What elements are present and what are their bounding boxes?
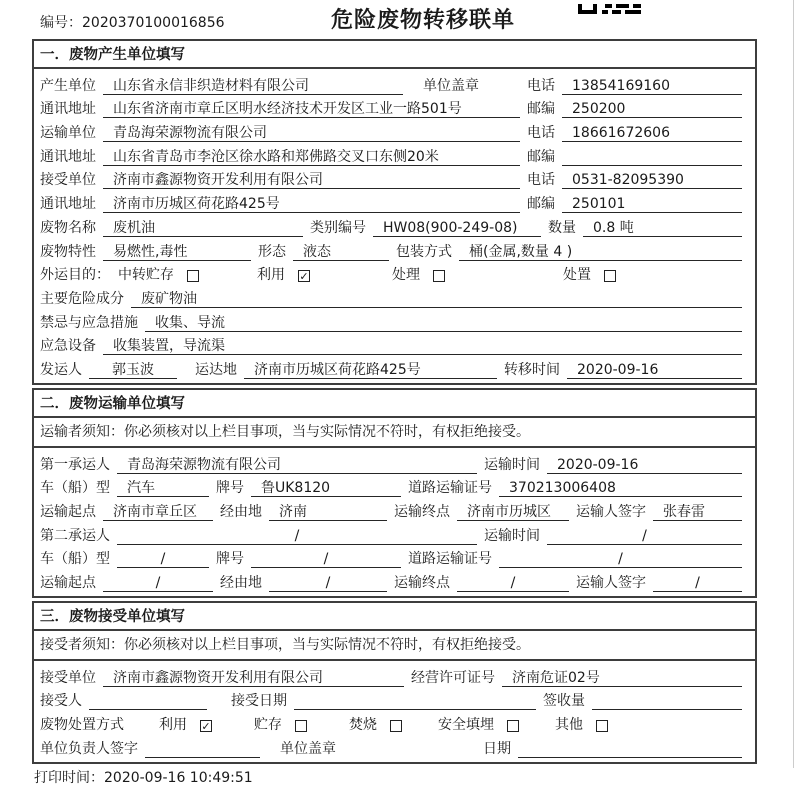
checkbox-incineration-icon xyxy=(390,720,402,732)
static-text: 焚烧 xyxy=(349,717,377,734)
field-label: 废物处置方式 xyxy=(40,717,124,734)
field-label: 通讯地址 xyxy=(40,196,96,213)
form-row xyxy=(39,95,748,119)
field-label: 邮编 xyxy=(527,148,555,165)
field-label: 电话 xyxy=(527,172,555,189)
form-row xyxy=(39,734,748,758)
field-label: 类别编号 xyxy=(310,219,366,236)
field-label: 电话 xyxy=(527,77,555,94)
field-value: 桶(金属,数量 4 ) xyxy=(459,244,742,261)
field-value: 收集装置，导流渠 xyxy=(103,338,742,355)
field-value: 济南危证02号 xyxy=(502,670,742,687)
field-label: 通讯地址 xyxy=(40,148,96,165)
static-text: 中转贮存 xyxy=(118,267,174,284)
field-value: 废矿物油 xyxy=(131,291,742,308)
field-value: 液态 xyxy=(293,244,389,261)
field-value: 13854169160 xyxy=(562,78,742,95)
section-body xyxy=(34,661,755,762)
checkbox-treatment-icon xyxy=(433,270,445,282)
static-text: 处置 xyxy=(563,267,591,284)
field-label: 形态 xyxy=(258,243,286,260)
field-label: 运输起点 xyxy=(40,575,96,592)
form-row xyxy=(39,568,748,592)
form-row xyxy=(39,166,748,190)
field-label: 经营许可证号 xyxy=(411,669,495,686)
field-value: HW08(900-249-08) xyxy=(373,220,541,237)
section-transporter xyxy=(32,388,757,598)
field-value: / xyxy=(547,528,742,545)
section-title: 三．废物接受单位填写 xyxy=(34,603,755,631)
field-value: 济南市历城区荷花路425号 xyxy=(244,362,497,379)
field-label: 运输单位 xyxy=(40,125,96,142)
serial-number: 2020370100016856 xyxy=(82,15,225,31)
field-label: 接受单位 xyxy=(40,172,96,189)
field-label: 应急设备 xyxy=(40,338,96,355)
field-label: 产生单位 xyxy=(40,77,96,94)
qr-code-fragment-icon xyxy=(578,0,648,11)
static-text: 利用 xyxy=(159,717,187,734)
field-label: 废物特性 xyxy=(40,243,96,260)
field-label: 禁忌与应急措施 xyxy=(40,314,138,331)
field-value: 济南 xyxy=(269,504,387,521)
field-label: 运输时间 xyxy=(484,527,540,544)
checkbox-transfer-storage-icon xyxy=(187,270,199,282)
field-value: 0.8 吨 xyxy=(583,220,742,237)
static-text: 单位盖章 xyxy=(423,77,479,94)
form-row xyxy=(39,237,748,261)
field-label: 道路运输证号 xyxy=(408,480,492,497)
checkbox-storage-icon xyxy=(295,720,307,732)
form-row xyxy=(39,474,748,498)
form-row xyxy=(39,710,748,734)
field-value: 济南市鑫源物资开发利用有限公司 xyxy=(103,172,520,189)
field-value: 济南市历城区荷花路425号 xyxy=(103,196,520,213)
form-row xyxy=(39,663,748,687)
field-value: 鲁UK8120 xyxy=(251,480,401,497)
field-label: 邮编 xyxy=(527,101,555,118)
field-label: 转移时间 xyxy=(504,361,560,378)
field-label: 经由地 xyxy=(220,504,262,520)
field-value: 青岛海荣源物流有限公司 xyxy=(103,125,520,142)
field-label: 包装方式 xyxy=(396,243,452,260)
form-row xyxy=(39,308,748,332)
form-row xyxy=(39,118,748,142)
form-row xyxy=(39,261,748,285)
field-label: 运输起点 xyxy=(40,504,96,520)
field-value: 2020-09-16 xyxy=(567,362,742,379)
serial xyxy=(40,12,225,32)
field-value: / xyxy=(103,575,213,592)
checkbox-disposal-icon xyxy=(604,270,616,282)
section-title: 一．废物产生单位填写 xyxy=(34,41,755,69)
form-row xyxy=(39,545,748,569)
field-label: 运输终点 xyxy=(394,504,450,520)
field-value: 370213006408 xyxy=(499,480,742,497)
field-value: / xyxy=(457,575,569,592)
field-value: 张春雷 xyxy=(653,504,742,521)
section-receiver xyxy=(32,601,757,764)
form-row xyxy=(39,142,748,166)
field-label: 发运人 xyxy=(40,361,82,378)
field-value: 山东省青岛市李沧区徐水路和郑佛路交叉口东侧20米 xyxy=(103,149,520,166)
form-row xyxy=(39,687,748,711)
field-label: 牌号 xyxy=(216,480,244,497)
field-value: 郭玉波 xyxy=(89,362,177,379)
field-value: 青岛海荣源物流有限公司 xyxy=(117,457,477,474)
field-value: 济南市章丘区 xyxy=(103,504,213,521)
field-value: 济南市历城区 xyxy=(457,504,569,521)
checkbox-utilize-icon: ✓ xyxy=(201,720,211,734)
form-row xyxy=(39,189,748,213)
checkbox-other-icon xyxy=(596,720,608,732)
field-label: 牌号 xyxy=(216,551,244,568)
field-value xyxy=(145,741,260,758)
field-value: / xyxy=(653,575,742,592)
field-value: 250101 xyxy=(562,196,742,213)
document-header xyxy=(0,0,796,39)
field-value xyxy=(294,693,536,710)
section-notice: 运输者须知：你必须核对以上栏目事项，当与实际情况不符时，有权拒绝接受。 xyxy=(34,418,755,448)
form-title: 危险废物转移联单 xyxy=(331,8,516,33)
field-label: 道路运输证号 xyxy=(408,551,492,568)
section-body xyxy=(34,448,755,596)
field-value: 山东省永信非织造材料有限公司 xyxy=(103,78,403,95)
field-label: 运达地 xyxy=(195,361,237,378)
field-value: 废机油 xyxy=(103,220,303,237)
field-label: 废物名称 xyxy=(40,219,96,236)
form-row xyxy=(39,284,748,308)
form-row xyxy=(39,497,748,521)
print-time-value: 2020-09-16 10:49:51 xyxy=(104,769,253,786)
field-value: 济南市鑫源物资开发利用有限公司 xyxy=(103,670,404,687)
field-value: / xyxy=(117,528,477,545)
section-body xyxy=(34,69,755,383)
field-value: 山东省济南市章丘区明水经济技术开发区工业一路501号 xyxy=(103,101,520,118)
field-label: 第二承运人 xyxy=(40,527,110,544)
field-value: / xyxy=(499,551,742,568)
field-label: 主要危险成分 xyxy=(40,290,124,307)
field-label: 数量 xyxy=(548,219,576,236)
section-notice: 接受者须知：你必须核对以上栏目事项，当与实际情况不符时，有权拒绝接受。 xyxy=(34,631,755,661)
field-label: 电话 xyxy=(527,125,555,142)
static-text: 其他 xyxy=(555,717,583,734)
print-time-label: 打印时间： xyxy=(34,769,104,786)
field-label: 经由地 xyxy=(220,575,262,592)
field-value: 易燃性,毒性 xyxy=(103,244,251,261)
field-value: / xyxy=(251,551,401,568)
field-value: 收集、导流 xyxy=(145,315,742,332)
static-text: 利用 xyxy=(257,267,285,284)
field-value: 2020-09-16 xyxy=(547,457,742,474)
field-value: / xyxy=(117,551,209,568)
field-label: 运输人签字 xyxy=(576,504,646,520)
field-value: 250200 xyxy=(562,101,742,118)
form-row xyxy=(39,213,748,237)
static-text: 安全填埋 xyxy=(438,717,494,734)
field-label: 邮编 xyxy=(527,196,555,213)
field-value: 18661672606 xyxy=(562,125,742,142)
checkbox-utilize-icon: ✓ xyxy=(299,270,309,284)
field-value: 0531-82095390 xyxy=(562,172,742,189)
section-title: 二．废物运输单位填写 xyxy=(34,390,755,418)
section-producer xyxy=(32,39,757,385)
field-label: 运输时间 xyxy=(484,456,540,473)
form-row xyxy=(39,71,748,95)
field-label: 接受单位 xyxy=(40,669,96,686)
field-value xyxy=(89,693,207,710)
field-label: 签收量 xyxy=(543,693,585,710)
field-label: 日期 xyxy=(483,740,511,757)
form-row xyxy=(39,355,748,379)
static-text: 贮存 xyxy=(254,717,282,734)
field-label: 车（船）型 xyxy=(40,480,110,497)
checkbox-secure-landfill-icon xyxy=(507,720,519,732)
field-label: 运输终点 xyxy=(394,575,450,592)
static-text: 处理 xyxy=(392,267,420,284)
field-label: 车（船）型 xyxy=(40,551,110,568)
serial-label: 编号： xyxy=(40,15,82,31)
field-label: 单位盖章 xyxy=(280,740,336,757)
field-value: 汽车 xyxy=(117,480,209,497)
field-label: 单位负责人签字 xyxy=(40,740,138,757)
field-label: 通讯地址 xyxy=(40,101,96,118)
field-label: 外运目的： xyxy=(40,267,110,284)
field-value: / xyxy=(269,575,387,592)
field-label: 接受人 xyxy=(40,693,82,710)
field-value xyxy=(592,693,742,710)
field-label: 接受日期 xyxy=(231,693,287,710)
form-row xyxy=(39,450,748,474)
field-label: 运输人签字 xyxy=(576,575,646,592)
field-value xyxy=(518,741,742,758)
form-row xyxy=(39,332,748,356)
field-value xyxy=(562,149,742,166)
form-row xyxy=(39,521,748,545)
field-label: 第一承运人 xyxy=(40,456,110,473)
print-time xyxy=(34,767,796,787)
page-edge-line xyxy=(793,0,794,768)
